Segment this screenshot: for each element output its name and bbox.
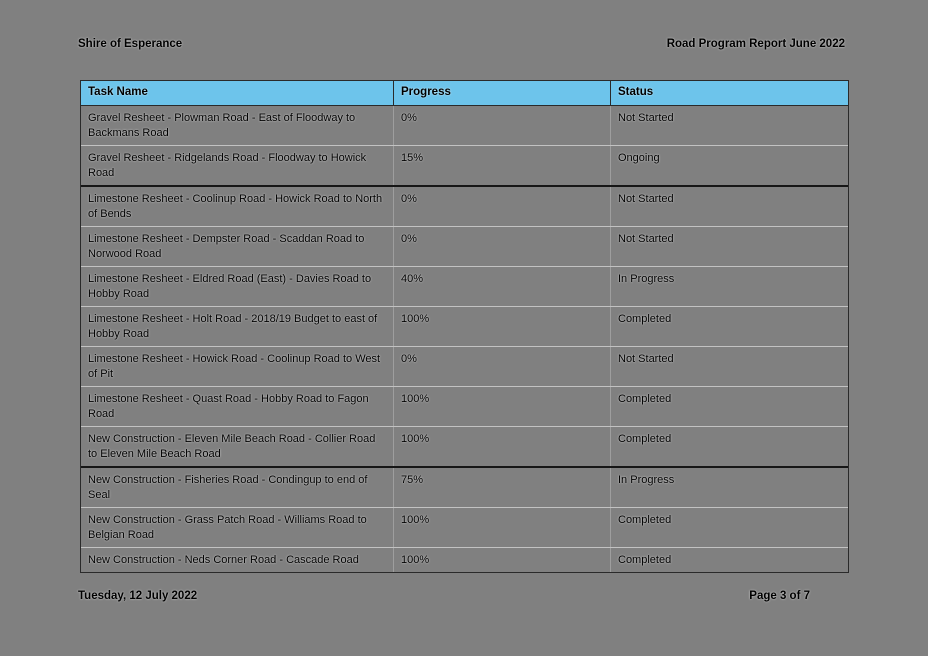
status-cell: Not Started bbox=[610, 106, 848, 145]
column-header-task-name: Task Name bbox=[88, 86, 148, 98]
column-header-status: Status bbox=[610, 81, 848, 105]
table-body bbox=[81, 106, 848, 572]
progress-cell: 15% bbox=[393, 146, 610, 185]
task-name-cell: Limestone Resheet - Dempster Road - Scaddan Road to Norwood Road bbox=[88, 233, 365, 260]
status-cell: Completed bbox=[610, 427, 848, 466]
table-row bbox=[81, 387, 848, 427]
progress-cell: 100% bbox=[393, 508, 610, 547]
report-footer bbox=[78, 590, 810, 602]
report-org-title: Shire of Esperance bbox=[78, 38, 183, 50]
progress-cell: 75% bbox=[393, 468, 610, 507]
table-row bbox=[81, 187, 848, 227]
table-row bbox=[81, 307, 848, 347]
progress-cell: 0% bbox=[393, 187, 610, 226]
page-number: Page 3 of 7 bbox=[749, 590, 810, 602]
table-row bbox=[81, 146, 848, 187]
status-cell: Completed bbox=[610, 548, 848, 572]
task-name-cell: Limestone Resheet - Howick Road - Coolinup Road to West of Pit bbox=[88, 353, 381, 380]
progress-cell: 0% bbox=[393, 106, 610, 145]
task-name-cell: Gravel Resheet - Ridgelands Road - Floodway to Howick Road bbox=[88, 152, 367, 179]
task-name-cell: Limestone Resheet - Coolinup Road - Howick Road to North of Bends bbox=[88, 193, 383, 220]
task-name-cell: New Construction - Neds Corner Road - Cascade Road bbox=[88, 554, 359, 566]
table-header-row bbox=[81, 81, 848, 106]
status-cell: Completed bbox=[610, 307, 848, 346]
report-title: Road Program Report June 2022 bbox=[666, 38, 845, 50]
status-cell: In Progress bbox=[610, 468, 848, 507]
table-row bbox=[81, 227, 848, 267]
table-row bbox=[81, 347, 848, 387]
task-name-cell: Limestone Resheet - Eldred Road (East) - Davies Road to Hobby Road bbox=[88, 273, 372, 300]
progress-cell: 0% bbox=[393, 227, 610, 266]
task-name-cell: New Construction - Fisheries Road - Condingup to end of Seal bbox=[88, 474, 368, 501]
task-name-cell: New Construction - Grass Patch Road - Williams Road to Belgian Road bbox=[88, 514, 367, 541]
status-cell: In Progress bbox=[610, 267, 848, 306]
progress-cell: 0% bbox=[393, 347, 610, 386]
table-row bbox=[81, 427, 848, 468]
status-cell: Not Started bbox=[610, 227, 848, 266]
progress-cell: 100% bbox=[393, 307, 610, 346]
task-name-cell: New Construction - Eleven Mile Beach Road - Collier Road to Eleven Mile Beach Road bbox=[88, 433, 376, 460]
task-name-cell: Limestone Resheet - Quast Road - Hobby Road to Fagon Road bbox=[88, 393, 369, 420]
table-row bbox=[81, 468, 848, 508]
table-row bbox=[81, 508, 848, 548]
status-cell: Completed bbox=[610, 508, 848, 547]
status-cell: Ongoing bbox=[610, 146, 848, 185]
table-row bbox=[81, 548, 848, 572]
table-row bbox=[81, 267, 848, 307]
report-date: Tuesday, 12 July 2022 bbox=[78, 590, 198, 602]
table-row bbox=[81, 106, 848, 146]
progress-cell: 100% bbox=[393, 548, 610, 572]
status-cell: Not Started bbox=[610, 187, 848, 226]
task-name-cell: Gravel Resheet - Plowman Road - East of Floodway to Backmans Road bbox=[88, 112, 356, 139]
progress-cell: 100% bbox=[393, 387, 610, 426]
task-name-cell: Limestone Resheet - Holt Road - 2018/19 Budget to east of Hobby Road bbox=[88, 313, 378, 340]
report-header bbox=[78, 38, 845, 50]
road-program-table bbox=[80, 80, 849, 573]
column-header-progress: Progress bbox=[393, 81, 610, 105]
progress-cell: 100% bbox=[393, 427, 610, 466]
status-cell: Not Started bbox=[610, 347, 848, 386]
progress-cell: 40% bbox=[393, 267, 610, 306]
status-cell: Completed bbox=[610, 387, 848, 426]
